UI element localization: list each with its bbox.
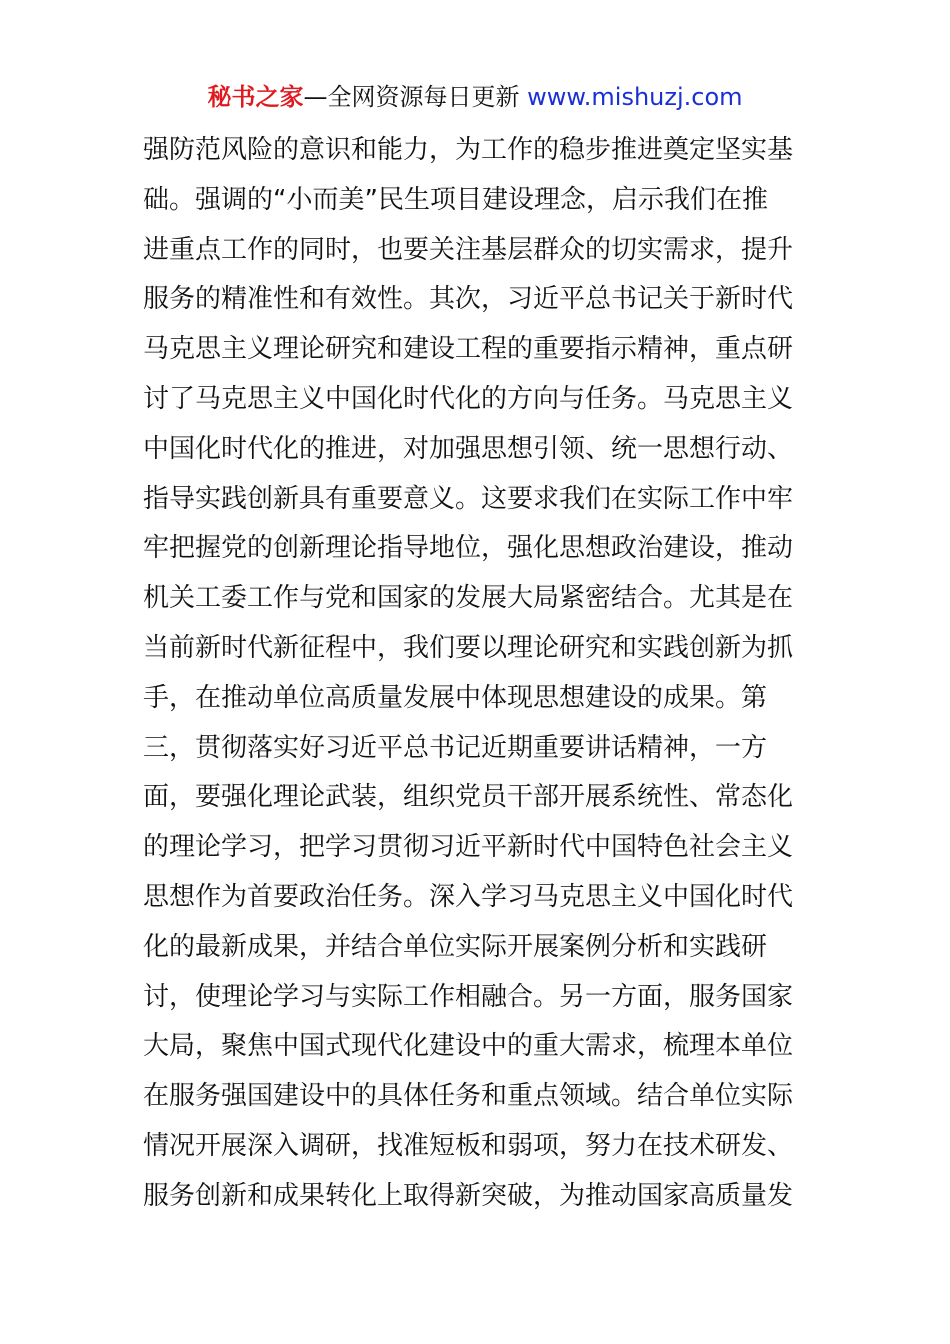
- body-line: 中国化时代化的推进，对加强思想引领、统一思想行动、: [143, 433, 794, 464]
- body-line: 指导实践创新具有重要意义。这要求我们在实际工作中牢: [143, 483, 794, 514]
- body-line: 服务创新和成果转化上取得新突破，为推动国家高质量发: [143, 1180, 794, 1211]
- body-line: 强防范风险的意识和能力，为工作的稳步推进奠定坚实基: [143, 135, 794, 165]
- body-line: 讨了马克思主义中国化时代化的方向与任务。马克思主义: [143, 383, 794, 414]
- body-line: 础。强调的“小而美”民生项目建设理念，启示我们在推: [143, 184, 768, 215]
- body-line: 讨，使理论学习与实际工作相融合。另一方面，服务国家: [143, 981, 794, 1012]
- body-line: 机关工委工作与党和国家的发展大局紧密结合。尤其是在: [143, 583, 794, 614]
- body-line: 当前新时代新征程中，我们要以理论研究和实践创新为抓: [143, 632, 794, 663]
- brand-name: 秘书之家: [207, 83, 304, 111]
- body-line: 马克思主义理论研究和建设工程的重要指示精神，重点研: [143, 334, 794, 365]
- body-line: 三，贯彻落实好习近平总书记近期重要讲话精神，一方: [143, 732, 768, 763]
- site-url-link[interactable]: www.mishuzj.com: [527, 83, 743, 111]
- body-line: 手，在推动单位高质量发展中体现思想建设的成果。第: [143, 682, 768, 713]
- body-line: 情况开展深入调研，找准短板和弱项，努力在技术研发、: [143, 1130, 794, 1161]
- header-tagline: —全网资源每日更新: [303, 83, 528, 111]
- body-line: 服务的精准性和有效性。其次，习近平总书记关于新时代: [143, 284, 794, 315]
- body-line: 在服务强国建设中的具体任务和重点领域。结合单位实际: [143, 1081, 794, 1112]
- site-header: [0, 82, 950, 112]
- body-line: 牢把握党的创新理论指导地位，强化思想政治建设，推动: [143, 533, 794, 564]
- body-line: 进重点工作的同时，也要关注基层群众的切实需求，提升: [143, 234, 794, 265]
- body-line: 思想作为首要政治任务。深入学习马克思主义中国化时代: [143, 881, 794, 912]
- body-line: 的理论学习，把学习贯彻习近平新时代中国特色社会主义: [143, 832, 794, 863]
- body-line: 大局，聚焦中国式现代化建设中的重大需求，梳理本单位: [143, 1031, 794, 1062]
- body-line: 面，要强化理论武装，组织党员干部开展系统性、常态化: [143, 782, 794, 813]
- document-body: [143, 126, 823, 1222]
- body-line: 化的最新成果，并结合单位实际开展案例分析和实践研: [143, 931, 768, 962]
